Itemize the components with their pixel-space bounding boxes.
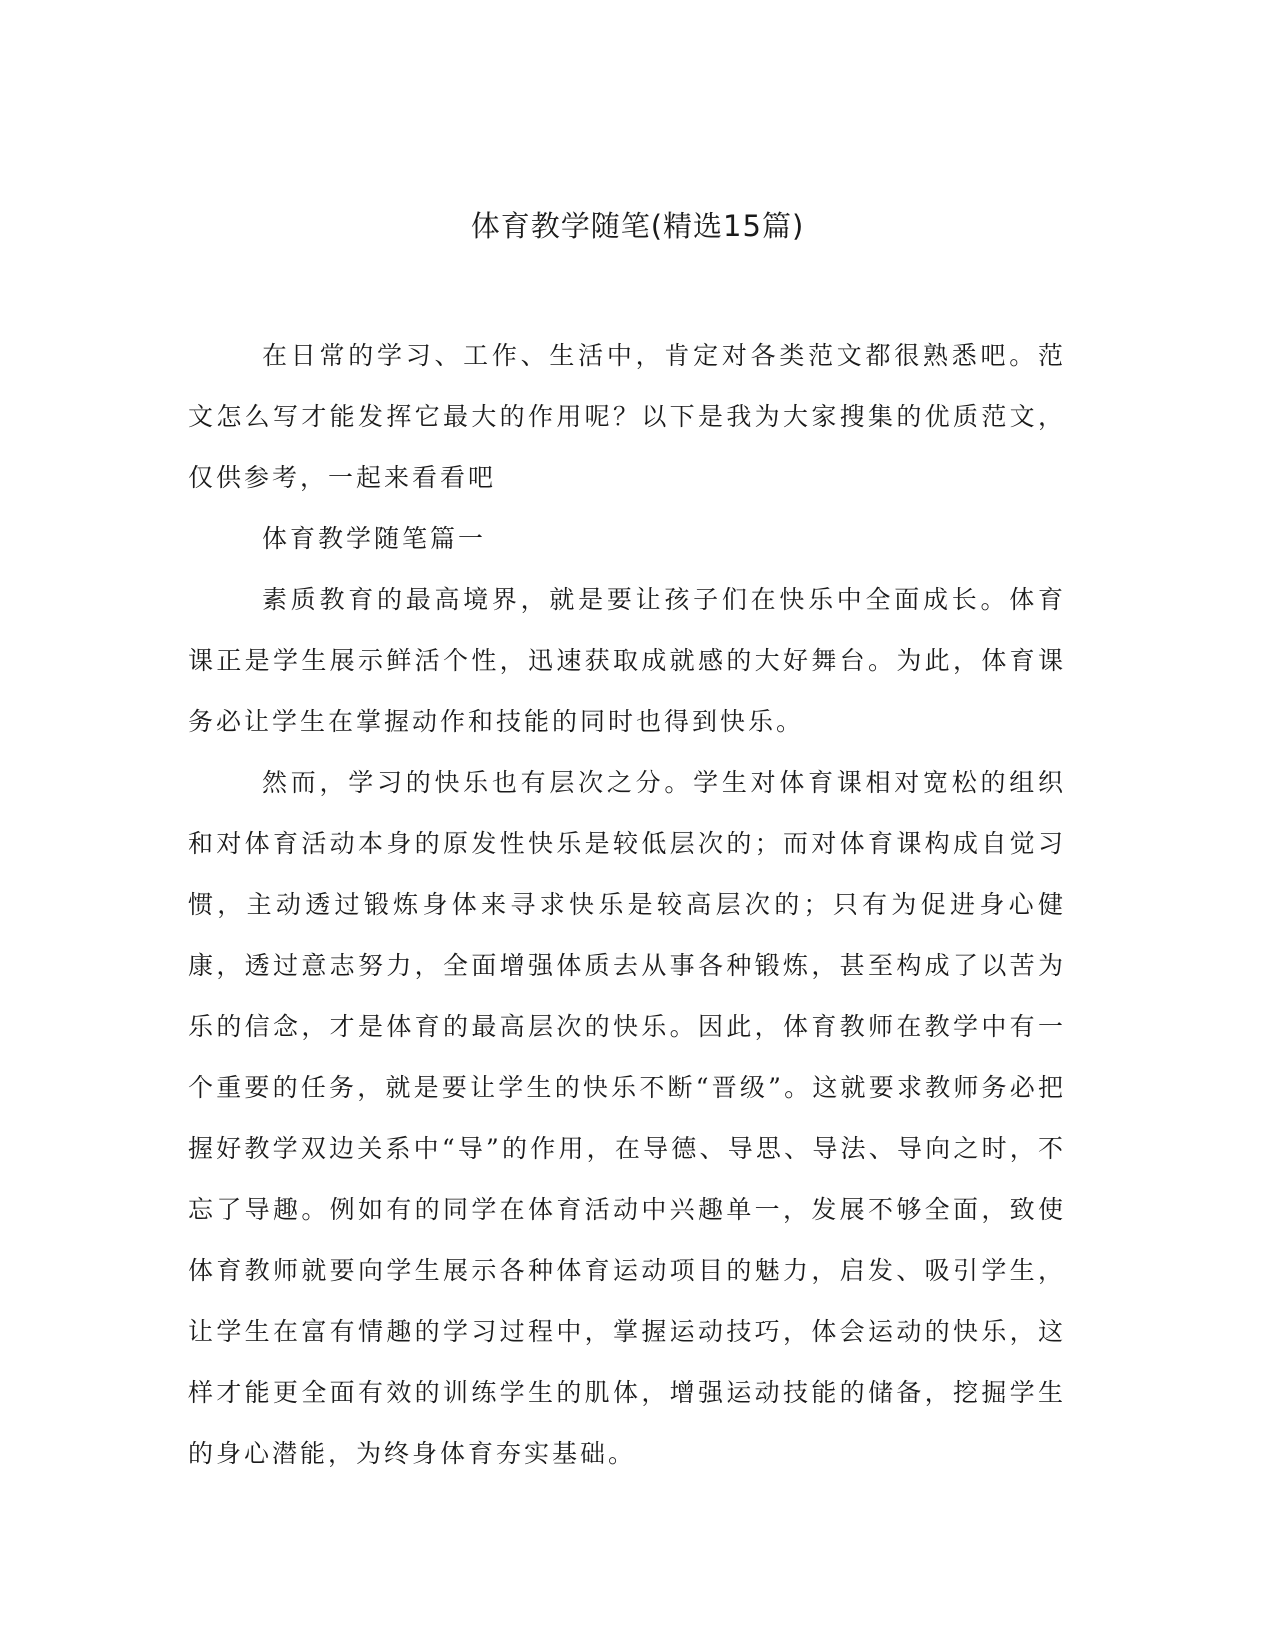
document-body: [188, 325, 1066, 1484]
body-paragraph: 然而，学习的快乐也有层次之分。学生对体育课相对宽松的组织和对体育活动本身的原发性快乐是较低层次的；而对体育课构成自觉习惯，主动透过锻炼身体来寻求快乐是较高层次的；只有为促进身心健康，透过意志努力，全面增强体质去从事各种锻炼，甚至构成了以苦为乐的信念，才是体育的最高层次的快乐。因此，体育教师在教学中有一个重要的任务，就是要让学生的快乐不断“晋级”。这就要求教师务必把握好教学双边关系中“导”的作用，在导德、导思、导法、导向之时，不忘了导趣。例如有的同学在体育活动中兴趣单一，发展不够全面，致使体育教师就要向学生展示各种体育运动项目的魅力，启发、吸引学生，让学生在富有情趣的学习过程中，掌握运动技巧，体会运动的快乐，这样才能更全面有效的训练学生的肌体，增强运动技能的储备，挖掘学生的身心潜能，为终身体育夯实基础。: [188, 768, 1066, 1468]
body-paragraph: 素质教育的最高境界，就是要让孩子们在快乐中全面成长。体育课正是学生展示鲜活个性，迅速获取成就感的大好舞台。为此，体育课务必让学生在掌握动作和技能的同时也得到快乐。: [188, 585, 1066, 736]
section-heading: 体育教学随笔篇一: [262, 524, 487, 553]
document-title: 体育教学随笔(精选15篇): [470, 209, 805, 243]
intro-paragraph: 在日常的学习、工作、生活中，肯定对各类范文都很熟悉吧。范文怎么写才能发挥它最大的作用呢？以下是我为大家搜集的优质范文，仅供参考，一起来看看吧: [188, 341, 1066, 492]
